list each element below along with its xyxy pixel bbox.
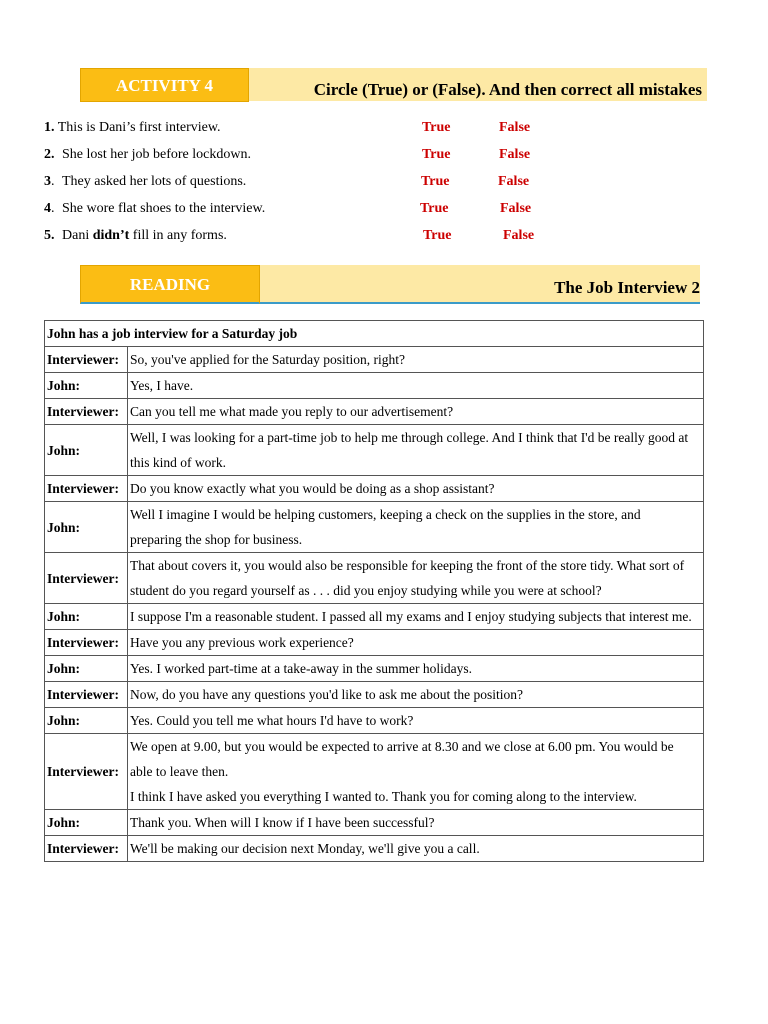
- line-cell: [128, 836, 704, 862]
- speaker-cell: Interviewer:: [45, 836, 128, 862]
- table-row: [45, 604, 704, 630]
- question-text-emphasis: didn’t: [92, 228, 130, 243]
- reading-title: The Job Interview 2: [554, 278, 700, 297]
- dialog-line: Thank you. When will I know if I have been successful?: [130, 815, 435, 830]
- question-number: 3: [44, 174, 51, 189]
- dialog-line: Yes, I have.: [130, 378, 194, 393]
- dialog-line: So, you've applied for the Saturday position, right?: [130, 352, 406, 367]
- false-option[interactable]: False: [499, 120, 531, 135]
- dialog-line: I suppose I'm a reasonable student. I passed all my exams and I enjoy studying subjects that interest me.: [130, 609, 692, 624]
- line-cell: [128, 502, 704, 553]
- line-cell: [128, 734, 704, 810]
- speaker-cell: John:: [45, 708, 128, 734]
- table-row: [45, 682, 704, 708]
- table-row: [45, 734, 704, 810]
- question-text: They asked her lots of questions.: [62, 174, 247, 189]
- table-row: [45, 656, 704, 682]
- question-2: [44, 145, 251, 165]
- reading-tab: READING: [80, 265, 260, 304]
- line-cell: [128, 347, 704, 373]
- table-row: [45, 708, 704, 734]
- table-header: John has a job interview for a Saturday job: [45, 321, 704, 347]
- speaker-cell: John:: [45, 810, 128, 836]
- table-row: [45, 553, 704, 604]
- dialog-line: preparing the shop for business.: [130, 532, 303, 547]
- speaker-cell: Interviewer:: [45, 682, 128, 708]
- line-cell: [128, 476, 704, 502]
- false-option[interactable]: False: [503, 228, 535, 243]
- question-3: 3. They asked her lots of questions.: [44, 174, 247, 189]
- dialog-table: [44, 320, 704, 862]
- question-text: She wore flat shoes to the interview.: [62, 201, 266, 216]
- speaker-cell: Interviewer:: [45, 553, 128, 604]
- dialog-line: That about covers it, you would also be responsible for keeping the front of the store tidy. What sort of: [130, 558, 685, 573]
- dialog-line: Well, I was looking for a part-time job to help me through college. And I think that I'd be really good at: [130, 430, 689, 445]
- false-option[interactable]: False: [500, 201, 532, 216]
- question-number: 4: [44, 201, 51, 216]
- dialog-line: student do you regard yourself as . . . did you enjoy studying while you were at school?: [130, 583, 602, 598]
- table-row: [45, 810, 704, 836]
- false-option[interactable]: False: [498, 174, 530, 189]
- true-option[interactable]: True: [423, 228, 452, 243]
- dialog-line: Yes. I worked part-time at a take-away in the summer holidays.: [130, 661, 473, 676]
- speaker-cell: John:: [45, 656, 128, 682]
- dialog-line: We'll be making our decision next Monday, we'll give you a call.: [130, 841, 480, 856]
- speaker-cell: Interviewer:: [45, 630, 128, 656]
- false-option[interactable]: False: [499, 147, 531, 162]
- line-cell: [128, 682, 704, 708]
- table-row: [45, 630, 704, 656]
- speaker-cell: Interviewer:: [45, 347, 128, 373]
- question-number: 2.: [44, 147, 55, 162]
- dialog-line: I think I have asked you everything I wanted to. Thank you for coming along to the interview.: [130, 789, 637, 804]
- activity-tab: ACTIVITY 4: [80, 68, 249, 102]
- speaker-cell: Interviewer:: [45, 476, 128, 502]
- question-number: 1.: [44, 120, 55, 135]
- table-row: [45, 476, 704, 502]
- dialog-line: Do you know exactly what you would be doing as a shop assistant?: [130, 481, 495, 496]
- line-cell: [128, 604, 704, 630]
- dialog-line: this kind of work.: [130, 455, 226, 470]
- line-cell: [128, 399, 704, 425]
- true-option[interactable]: True: [420, 201, 449, 216]
- table-row: [45, 836, 704, 862]
- line-cell: [128, 373, 704, 399]
- speaker-cell: John:: [45, 373, 128, 399]
- speaker-cell: John:: [45, 502, 128, 553]
- line-cell: [128, 425, 704, 476]
- true-option[interactable]: True: [421, 174, 450, 189]
- question-text: She lost her job before lockdown.: [62, 147, 251, 162]
- table-header-row: [45, 321, 704, 347]
- dialog-line: Well I imagine I would be helping customers, keeping a check on the supplies in the store, and: [130, 507, 641, 522]
- question-text-end: fill in any forms.: [129, 228, 227, 243]
- speaker-cell: John:: [45, 425, 128, 476]
- table-row: [45, 425, 704, 476]
- line-cell: [128, 656, 704, 682]
- table-row: [45, 502, 704, 553]
- speaker-cell: John:: [45, 604, 128, 630]
- activity-instruction: Circle (True) or (False). And then correct all mistakes: [313, 80, 702, 99]
- question-number: 5.: [44, 228, 55, 243]
- true-option[interactable]: True: [422, 147, 451, 162]
- dialog-line: Can you tell me what made you reply to our advertisement?: [130, 404, 454, 419]
- dialog-line: able to leave then.: [130, 764, 229, 779]
- true-option[interactable]: True: [422, 120, 451, 135]
- line-cell: [128, 553, 704, 604]
- line-cell: [128, 630, 704, 656]
- speaker-cell: Interviewer:: [45, 734, 128, 810]
- question-text: This is Dani’s first interview.: [57, 120, 221, 135]
- question-1: [44, 118, 221, 138]
- question-text-start: Dani: [62, 228, 93, 243]
- table-row: [45, 347, 704, 373]
- line-cell: [128, 810, 704, 836]
- question-4: 4. She wore flat shoes to the interview.: [44, 201, 266, 216]
- dialog-line: Now, do you have any questions you'd like to ask me about the position?: [130, 687, 523, 702]
- table-row: [45, 373, 704, 399]
- line-cell: [128, 708, 704, 734]
- dialog-line: Yes. Could you tell me what hours I'd have to work?: [130, 713, 414, 728]
- dialog-line: Have you any previous work experience?: [130, 635, 354, 650]
- dialog-line: We open at 9.00, but you would be expected to arrive at 8.30 and we close at 6.00 pm. You would be: [130, 739, 674, 754]
- table-row: [45, 399, 704, 425]
- question-5: [44, 226, 227, 246]
- speaker-cell: Interviewer:: [45, 399, 128, 425]
